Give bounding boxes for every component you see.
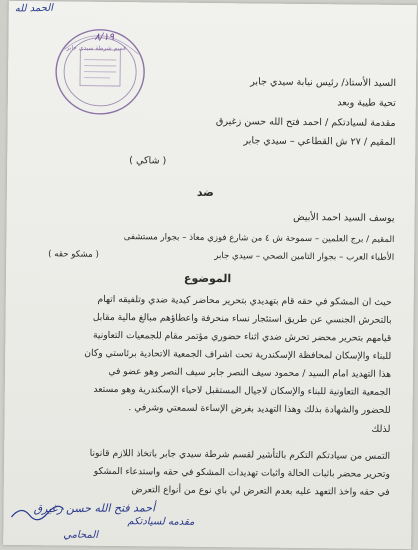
corner-handwritten-note: الحمد لله — [14, 2, 54, 15]
subject-heading: الموضوع — [183, 271, 232, 286]
subject-line: حيث ان المشكو في حقه قام بتهديدي بتحرير محاضر كيدية ضدي وتلفيقه اتهام — [97, 293, 392, 308]
subject-line: الجمعية التعاونية للبناء والإسكان لاجيال المستقبل لاحياء الإسكندرية وهو مستعد — [93, 383, 391, 398]
subject-line: للحضور والشهادة بذلك وهذا التهديد بغرض الإساءة لسمعتي وشرفي . — [128, 402, 391, 416]
request-line: التمس من سيادتكم التكرم بالتأشير لقسم شرطة سيدي جابر باتخاذ اللازم قانونا — [89, 447, 391, 462]
subject-line: قيامهم بتحرير محضر تحرش ضدي اثناء حضوري مؤتمر مقام للجمعيات التعاونية — [92, 329, 392, 344]
subject-line: هذا التهديد امام السيد / محمود سيف النصر جابر سيف النصر وهو عضو في — [108, 365, 392, 380]
defendant-address-2: الأطباء العرب – بجوار التامين الصحي – سيدي جابر — [214, 251, 395, 263]
greeting: تحية طيبة وبعد — [337, 97, 396, 109]
defendant-role: ( مشكو حقه ) — [48, 249, 99, 260]
submitter-line: مقدمة لسيادتكم / احمد فتح الله حسن زغيرق — [215, 116, 396, 129]
complaint-paper — [3, 1, 417, 549]
handwritten-signature: أحمد فتح الله حسن زغيرق — [33, 501, 156, 516]
defendant-name: يوسف السيد احمد الأبيض — [293, 211, 395, 224]
subject-line: بالتحرش الجنسي عن طريق استئجار نساء منحرفة واعطاؤهم مبالغ مالية مقابل — [92, 311, 392, 326]
stamp-number: ٨/١٩ — [94, 31, 115, 43]
stamp-text: قسم شرطة سيدي جابر — [66, 44, 126, 53]
submitter-residence: المقيم / ٢٧ ش القطاعي – سيدي جابر — [243, 135, 396, 148]
therefore-word: لذلك — [371, 423, 391, 435]
against-heading: ضد — [196, 185, 214, 200]
signature-scribble — [7, 503, 67, 524]
addressee-line: السيد الأستاذ/ رئيس نيابة سيدي جابر — [250, 76, 397, 89]
request-line: وتحرير محضر باثبات الحالة واثبات تهديدات المشكو في حقه واستدعاء المشكو — [93, 465, 390, 480]
subject-line: للبناء والإسكان لمحافظة الإسكندرية تحت اشراف الجمعية الاتحادية برئاستي وكان — [84, 347, 392, 362]
defendant-address-1: المقيم / برج العلمين – سموحة ش ٤ من شارع فوزي معاذ – بجوار مستشفى — [123, 232, 395, 245]
plaintiff-role: ( شاكي ) — [129, 155, 167, 167]
handwritten-lawyer-title: المحامي — [63, 529, 99, 541]
handwritten-presented-line: مقدمه لسيادتكم — [127, 516, 195, 528]
request-line: في حقه واخذ التعهد عليه بعدم التعرض لي باي نوع من أنواع التعرض — [131, 484, 390, 498]
